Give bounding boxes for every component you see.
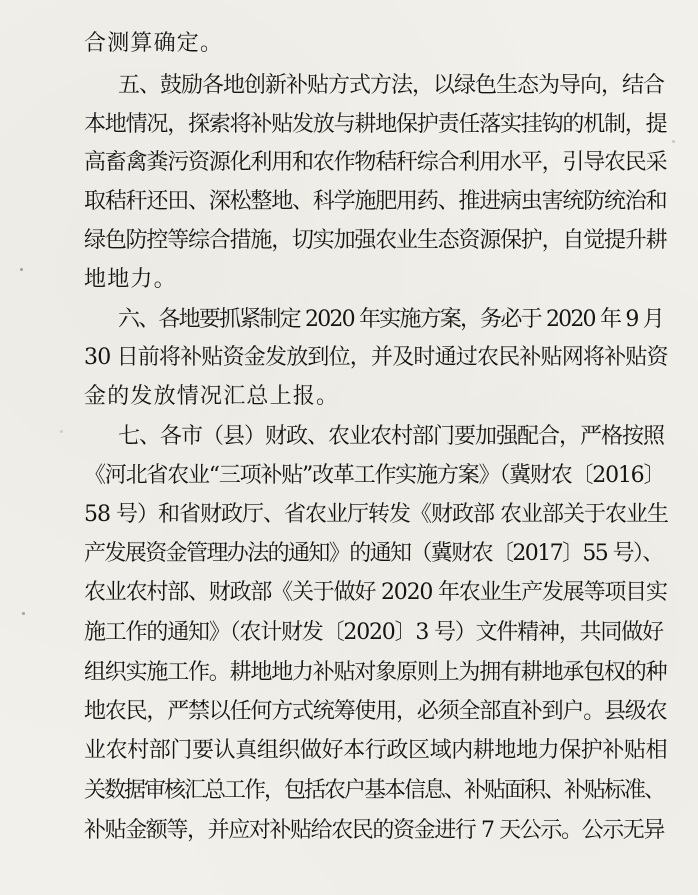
text-line: 《河北省农业“三项补贴”改革工作实施方案》（冀财农〔2016〕 — [84, 463, 665, 488]
text-line: 补贴金额等，并应对补贴给农民的资金进行 7 天公示。公示无异 — [84, 818, 664, 843]
text-line: 农业农村部、财政部《关于做好 2020 年农业生产发展等项目实 — [84, 580, 667, 605]
text-line: 施工作的通知》（农计财发〔2020〕3 号）文件精神，共同做好 — [84, 620, 663, 645]
text-line: 本地情况，探索将补贴发放与耕地保护责任落实挂钩的机制，提 — [84, 112, 667, 137]
text-line: 五、鼓励各地创新补贴方式方法，以绿色生态为导向，结合 — [118, 73, 665, 98]
text-line: 关数据审核汇总工作，包括农户基本信息、补贴面积、补贴标准、 — [84, 778, 665, 803]
text-line: 绿色防控等综合措施，切实加强农业生态资源保护，自觉提升耕 — [84, 228, 667, 253]
text-line: 地农民，严禁以任何方式统筹使用，必须全部直补到户。县级农 — [84, 699, 667, 724]
scan-speck — [60, 430, 63, 433]
text-line: 产发展资金管理办法的通知》的通知（冀财农〔2017〕55 号）、 — [84, 541, 663, 566]
text-line: 地地力。 — [84, 267, 177, 292]
scan-speck — [20, 268, 23, 271]
text-line: 金的发放情况汇总上报。 — [84, 384, 340, 409]
text-line: 六、各地要抓紧制定 2020 年实施方案，务必于 2020 年 9 月 — [118, 307, 663, 332]
scan-speck — [672, 140, 675, 143]
text-line: 合测算确定。 — [84, 31, 224, 56]
text-line: 业农村部门要认真组织做好本行政区域内耕地地力保护补贴相 — [84, 738, 668, 763]
text-line: 高畜禽粪污资源化利用和农作物秸秆综合利用水平，引导农民采 — [84, 150, 667, 175]
text-line: 58 号）和省财政厅、省农业厅转发《财政部 农业部关于农业生 — [84, 502, 668, 527]
text-line: 30 日前将补贴资金发放到位，并及时通过农民补贴网将补贴资 — [84, 345, 668, 370]
scan-speck — [22, 612, 25, 615]
text-line: 取秸秆还田、深松整地、科学施肥用药、推进病虫害统防统治和 — [84, 189, 667, 214]
text-line: 七、各市（县）财政、农业农村部门要加强配合，严格按照 — [118, 424, 665, 449]
text-line: 组织实施工作。耕地地力补贴对象原则上为拥有耕地承包权的种 — [84, 660, 667, 685]
